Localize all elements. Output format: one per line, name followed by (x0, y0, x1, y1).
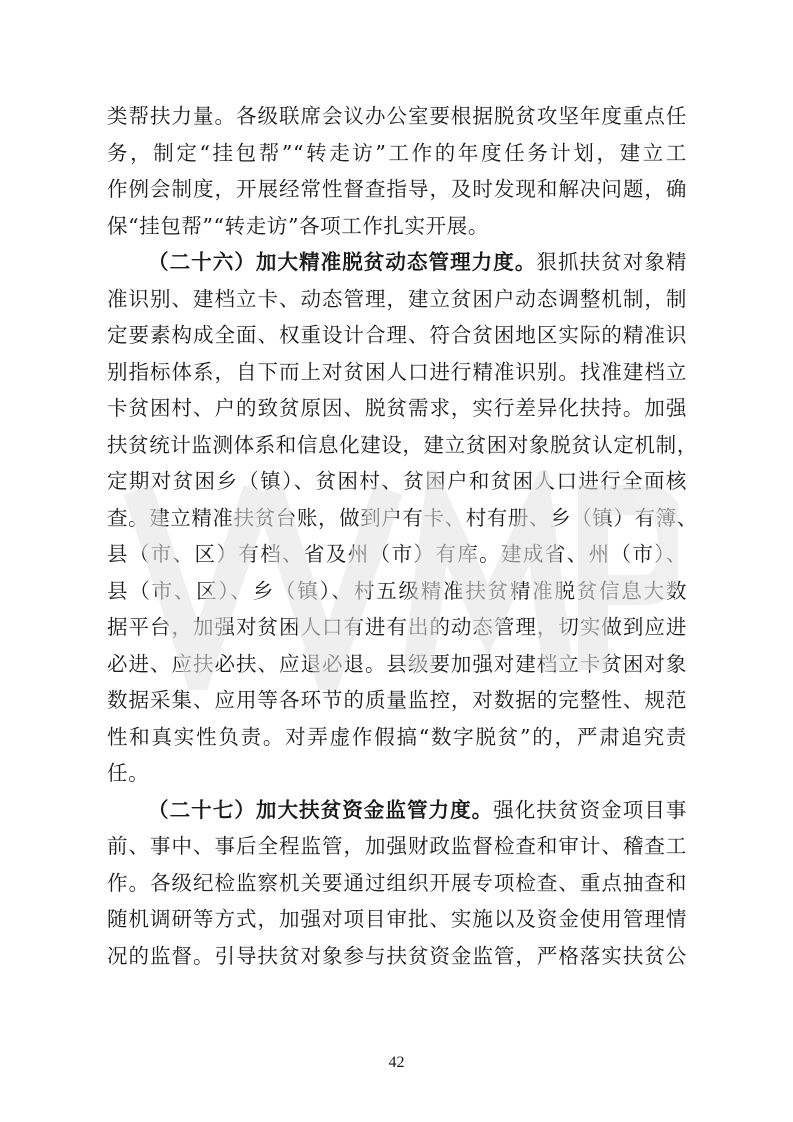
paragraph-line: 前、事中、事后全程监管，加强财政监督检查和审计、稽查工 (107, 834, 687, 858)
paragraph-line: 随机调研等方式，加强对项目审批、实施以及资金使用管理情 (107, 907, 687, 931)
paragraph-line: 查。建立精准扶贫台账，做到户有卡、村有册、乡（镇）有簿、 (107, 505, 698, 530)
paragraph-line: 数据采集、应用等各环节的质量监控，对数据的完整性、规范 (107, 688, 687, 712)
paragraph-line: 类帮扶力量。各级联席会议办公室要根据脱贫攻坚年度重点任 (107, 104, 687, 128)
paragraph-line: 务，制定“挂包帮”“转走访”工作的年度任务计划，建立工 (107, 140, 687, 165)
document-body (107, 98, 698, 974)
paragraph-line: 定期对贫困乡（镇）、贫困村、贫困户和贫困人口进行全面核 (107, 469, 687, 493)
paragraph-line: 必进、应扶必扶、应退必退。县级要加强对建档立卡贫困对象 (107, 651, 687, 676)
paragraph-line: 扶贫统计监测体系和信息化建设，建立贫困对象脱贫认定机制， (107, 432, 698, 457)
section-27-lead-text: 强化扶贫资金项目事 (493, 797, 687, 822)
section-26-lead-text: 狠抓扶贫对象精 (536, 250, 687, 274)
section-26-first-line (107, 244, 687, 281)
paragraph-line: 县（市、区）有档、省及州（市）有库。建成省、州（市）、 (107, 542, 687, 566)
paragraph-line: 作。各级纪检监察机关要通过组织开展专项检查、重点抽查和 (107, 870, 687, 895)
paragraph-line: 任。 (107, 761, 150, 785)
paragraph-line: 保“挂包帮”“转走访”各项工作扎实开展。 (107, 213, 489, 238)
page-number: 42 (388, 1054, 405, 1071)
paragraph-line: 别指标体系，自下而上对贫困人口进行精准识别。找准建档立 (107, 359, 687, 384)
paragraph-line: 据平台，加强对贫困人口有进有出的动态管理，切实做到应进 (107, 615, 687, 639)
paragraph-line: 准识别、建档立卡、动态管理，建立贫困户动态调整机制，制 (107, 286, 687, 311)
paragraph-line: 县（市、区）、乡（镇）、村五级精准扶贫精准脱贫信息大数 (107, 578, 687, 603)
section-27-first-line (107, 792, 687, 829)
paragraph-line: 作例会制度，开展经常性督查指导，及时发现和解决问题，确 (107, 177, 687, 201)
section-26-heading: （二十六）加大精准脱贫动态管理力度。 (148, 250, 537, 274)
section-27-heading: （二十七）加大扶贫资金监管力度。 (148, 797, 494, 822)
paragraph-line: 况的监督。引导扶贫对象参与扶贫资金监管，严格落实扶贫公 (107, 943, 687, 968)
paragraph-line: 性和真实性负责。对弄虚作假搞“数字脱贫”的，严肃追究责 (107, 724, 687, 749)
paragraph-line: 定要素构成全面、权重设计合理、符合贫困地区实际的精准识 (107, 323, 687, 347)
paragraph-line: 卡贫困村、户的致贫原因、脱贫需求，实行差异化扶持。加强 (107, 396, 687, 420)
